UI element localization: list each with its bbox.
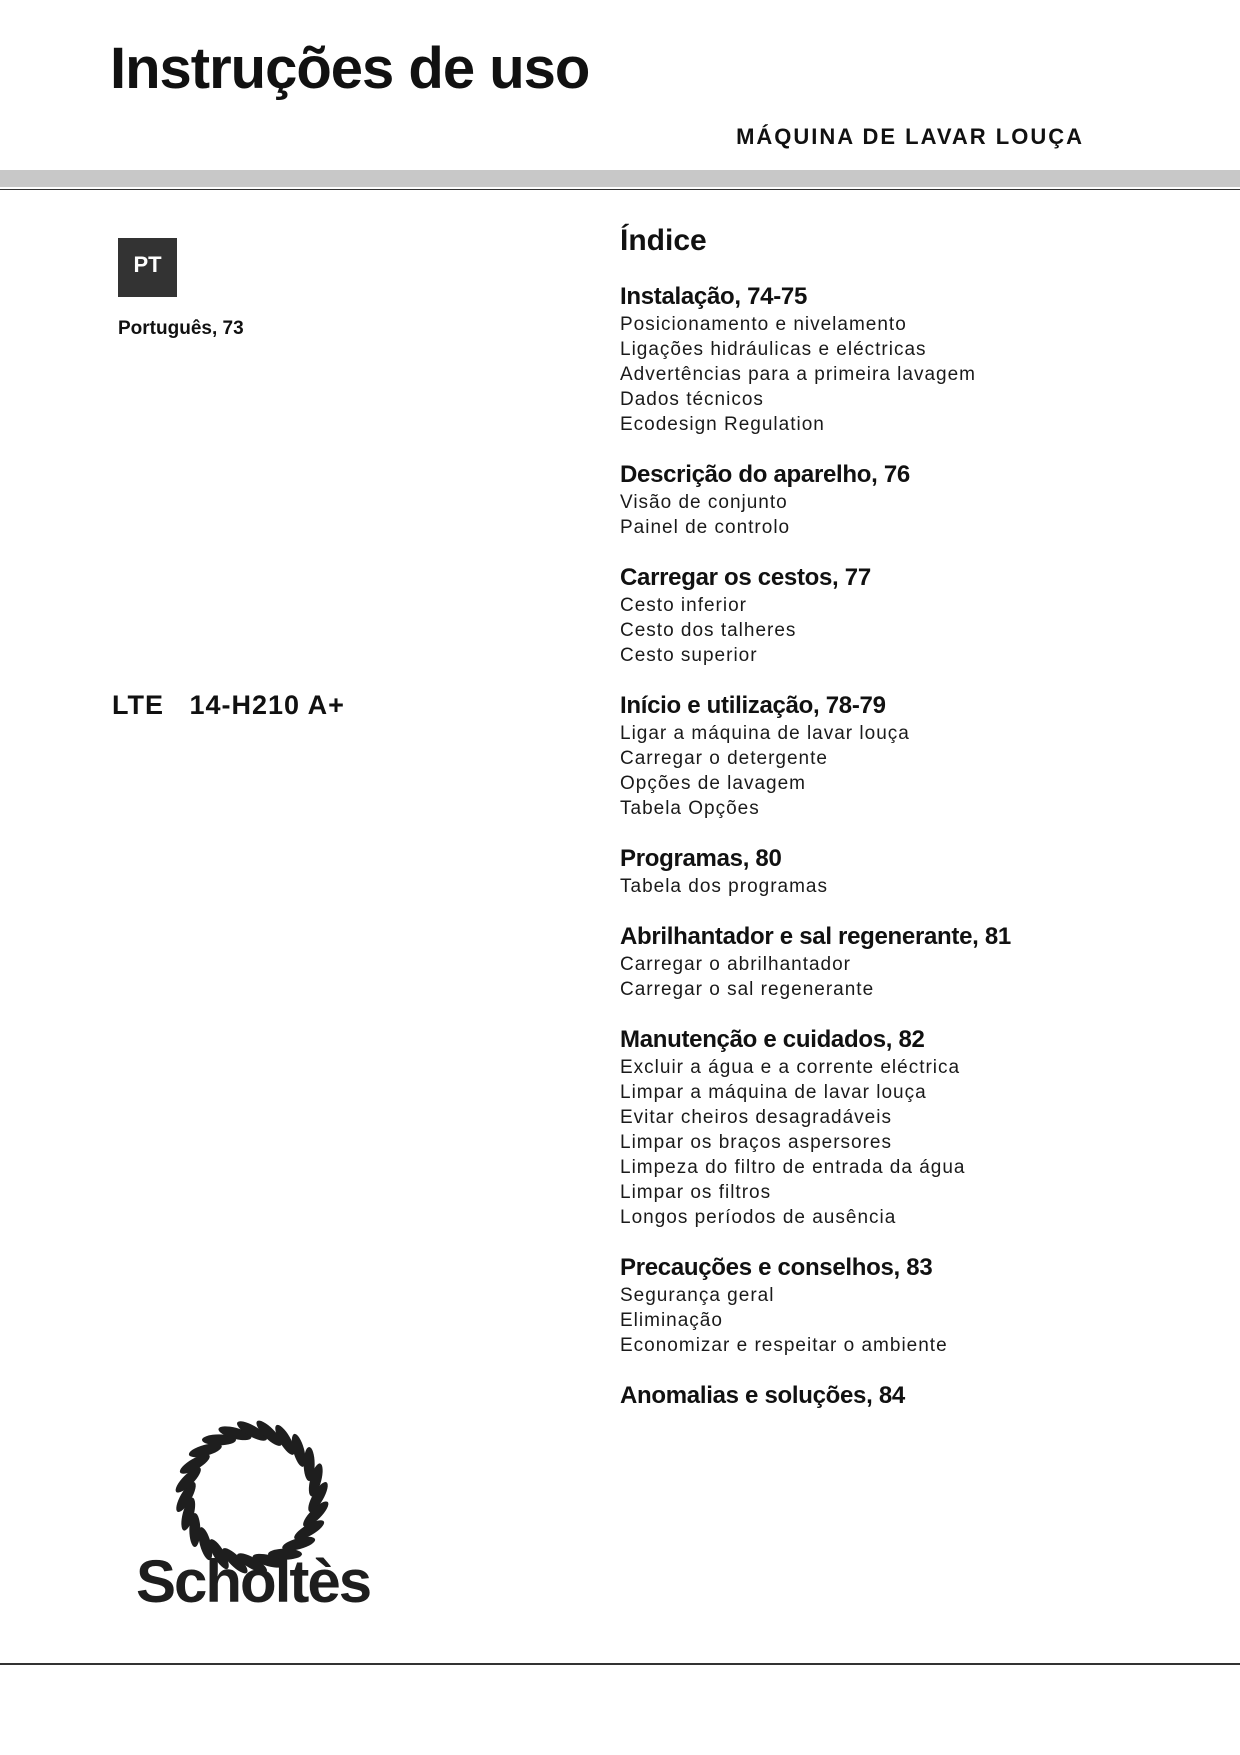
toc-section: [620, 691, 1180, 821]
toc-section-heading: Carregar os cestos, 77: [620, 564, 871, 591]
toc-item: Limpar a máquina de lavar louça: [620, 1082, 927, 1103]
model-number: LTE 14-H210 A+: [112, 690, 345, 720]
toc-item: Carregar o sal regenerante: [620, 979, 875, 1000]
toc-item: Cesto inferior: [620, 595, 747, 616]
language-code: PT: [133, 252, 162, 277]
toc-item: Excluir a água e a corrente eléctrica: [620, 1057, 961, 1078]
toc-item: Dados técnicos: [620, 389, 764, 410]
toc-section-heading: Início e utilização, 78-79: [620, 692, 886, 719]
toc-item: Visão de conjunto: [620, 492, 788, 513]
toc-item: Advertências para a primeira lavagem: [620, 364, 976, 385]
header-divider: [0, 189, 1240, 190]
toc-section: [620, 922, 1180, 1002]
toc-item: Carregar o detergente: [620, 748, 828, 769]
toc-section-heading: Manutenção e cuidados, 82: [620, 1026, 925, 1053]
toc-title: Índice: [620, 224, 707, 257]
language-label: Português, 73: [118, 318, 244, 339]
toc-item: Opções de lavagem: [620, 773, 806, 794]
toc-item: Longos períodos de ausência: [620, 1207, 897, 1228]
toc-item: Tabela Opções: [620, 798, 760, 819]
header-band: [0, 170, 1240, 187]
toc-item: Ligações hidráulicas e eléctricas: [620, 339, 927, 360]
toc-item: Economizar e respeitar o ambiente: [620, 1335, 948, 1356]
toc-section: [620, 1253, 1180, 1358]
toc-item: Cesto superior: [620, 645, 758, 666]
footer-divider: [0, 1663, 1240, 1665]
document-subtitle: MÁQUINA DE LAVAR LOUÇA: [736, 124, 1084, 149]
toc-item: Limpar os braços aspersores: [620, 1132, 892, 1153]
toc-section-heading: Programas, 80: [620, 845, 782, 872]
toc-section: [620, 1381, 1180, 1411]
toc-item: Ecodesign Regulation: [620, 414, 825, 435]
toc-item: Cesto dos talheres: [620, 620, 797, 641]
toc-item: Evitar cheiros desagradáveis: [620, 1107, 892, 1128]
language-badge: [118, 238, 177, 297]
document-title: Instruções de uso: [110, 36, 590, 101]
toc-section-heading: Instalação, 74-75: [620, 283, 808, 310]
toc-section: [620, 1025, 1180, 1230]
toc-item: Tabela dos programas: [620, 876, 828, 897]
table-of-contents: [620, 226, 1180, 1434]
brand-wordmark: Scholtès: [136, 1548, 371, 1615]
toc-section: [620, 844, 1180, 899]
toc-item: Carregar o abrilhantador: [620, 954, 852, 975]
toc-section-heading: Precauções e conselhos, 83: [620, 1254, 933, 1281]
toc-item: Limpeza do filtro de entrada da água: [620, 1157, 966, 1178]
toc-item: Painel de controlo: [620, 517, 791, 538]
toc-section: [620, 282, 1180, 437]
toc-section-heading: Anomalias e soluções, 84: [620, 1382, 905, 1409]
toc-item: Limpar os filtros: [620, 1182, 772, 1203]
toc-section-heading: Descrição do aparelho, 76: [620, 461, 910, 488]
toc-section: [620, 563, 1180, 668]
toc-section-heading: Abrilhantador e sal regenerante, 81: [620, 923, 1011, 950]
toc-section: [620, 460, 1180, 540]
toc-item: Eliminação: [620, 1310, 723, 1331]
toc-item: Segurança geral: [620, 1285, 775, 1306]
toc-item: Posicionamento e nivelamento: [620, 314, 907, 335]
toc-item: Ligar a máquina de lavar louça: [620, 723, 910, 744]
toc-sections: [620, 282, 1180, 1411]
